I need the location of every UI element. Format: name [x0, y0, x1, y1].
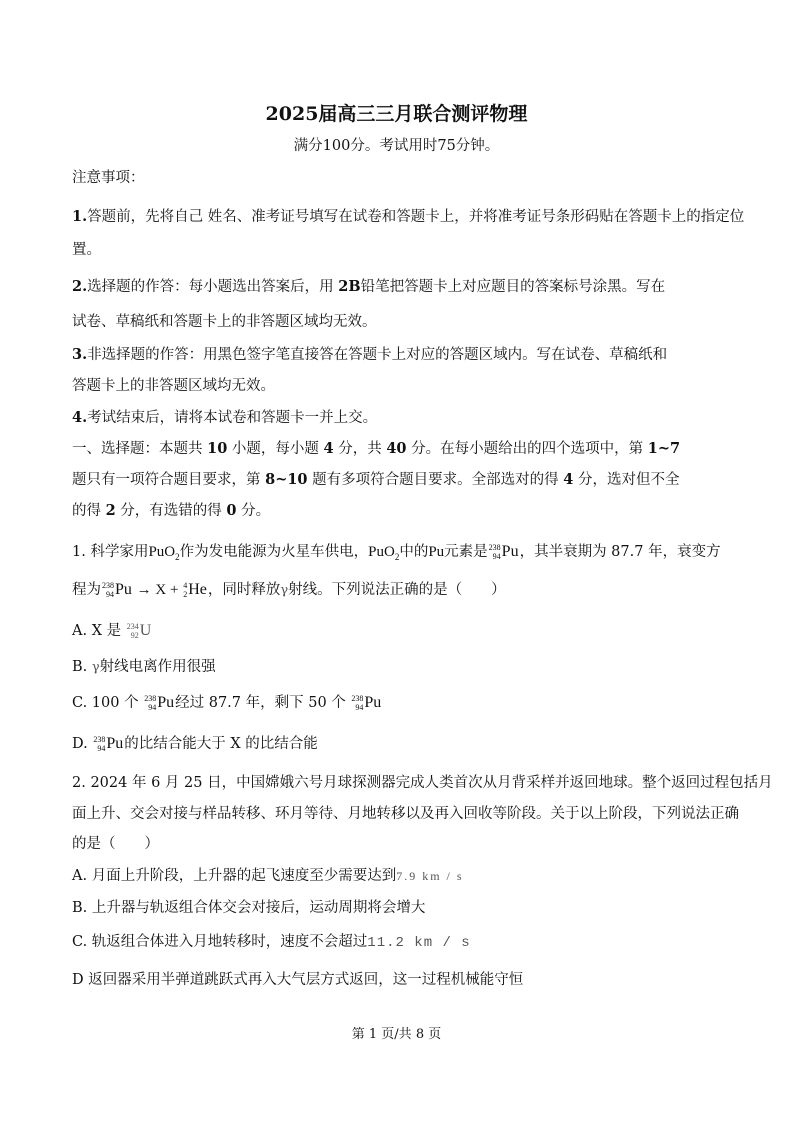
option-label: B. [72, 900, 92, 916]
question-2-line-3: 的是（ ） [72, 836, 159, 852]
question-2-option-a [72, 866, 724, 886]
section-1-line-2 [72, 470, 724, 490]
section-1-count: 10 [207, 440, 228, 457]
section-1-line-1 [72, 439, 724, 459]
section-1-line-3 [72, 501, 724, 521]
formula-pu: Pu [428, 544, 445, 560]
note-2-text-b: 铅笔把答题卡上对应题目的答案标号涂黑。写在 [360, 279, 666, 295]
element-symbol: Pu [157, 694, 175, 711]
section-1-points: 4 [563, 471, 574, 488]
isotope-pu238 [489, 542, 519, 562]
speed-value: 7.9 km / s [396, 869, 464, 883]
option-label: C. [72, 695, 92, 711]
section-1-text: 分，有选错的得 [115, 503, 227, 519]
option-text: 射线电离作用很强 [99, 659, 216, 675]
question-2-option-b [72, 898, 724, 918]
section-1-text: 一、选择题：本题共 [72, 441, 208, 457]
atomic-number: 92 [130, 631, 139, 640]
note-3-text: 非选择题的作答：用黑色签字笔直接答在答题卡上对应的答题区域内。写在试卷、草稿纸和 [87, 347, 668, 363]
option-label: A. [72, 868, 92, 884]
option-text: 上升器与轨返组合体交会对接后，运动周期将会增大 [91, 900, 426, 916]
note-3-line-1 [72, 345, 724, 365]
option-label: D. [72, 736, 93, 752]
option-text: X 是 [91, 623, 126, 639]
note-1-line-2: 置。 [72, 242, 101, 258]
question-2-option-c [72, 932, 724, 953]
reaction-arrow: → X + [132, 582, 183, 598]
formula-puo2 [148, 544, 179, 560]
isotope-pu238 [144, 693, 174, 713]
mass-number: 4 [183, 581, 188, 590]
question-1-option-b [72, 657, 724, 678]
option-text: 100 个 [91, 695, 144, 711]
section-1-range: 8~10 [265, 471, 308, 488]
note-4-line [72, 408, 724, 428]
note-1-line-1 [72, 207, 745, 227]
note-4-number: 4. [72, 409, 88, 426]
formula-sub: 2 [394, 552, 400, 562]
option-text: 轨返组合体进入月地转移时，速度不会超过 [91, 934, 368, 950]
page-number: 第 1 页/共 8 页 [351, 1027, 442, 1042]
element-symbol: Pu [501, 543, 519, 560]
element-symbol: Pu [364, 694, 382, 711]
question-text: 中的 [399, 544, 429, 560]
atomic-number: 94 [148, 703, 157, 712]
element-symbol: U [139, 622, 152, 639]
question-text: 元素是 [444, 544, 488, 560]
atomic-number: 94 [97, 744, 106, 753]
isotope-he4 [183, 580, 207, 600]
isotope-u234 [127, 621, 152, 641]
note-1-text: 答题前，先将自己 姓名、准考证号填写在试卷和答题卡上，并将准考证号条形码贴在答题卡上的指定位 [87, 209, 745, 225]
note-2-pencil: 2B [338, 278, 361, 295]
isotope-pu238 [351, 693, 381, 713]
option-label: A. [72, 623, 92, 639]
section-1-range: 1~7 [647, 440, 681, 457]
element-symbol: Pu [106, 735, 124, 752]
section-1-text: 的得 [72, 503, 106, 519]
section-1-points: 2 [105, 502, 116, 519]
question-1-line-1 [72, 542, 724, 567]
question-2-option-d [72, 970, 724, 990]
section-1-total: 40 [386, 440, 407, 457]
section-1-text: 题只有一项符合题目要求，第 [72, 472, 266, 488]
option-label: D [72, 972, 89, 988]
section-1-text: 分。 [236, 503, 271, 519]
question-1-number: 1. [72, 544, 91, 560]
exam-subtitle: 满分100分。考试用时75分钟。 [293, 138, 500, 154]
formula-puo2 [368, 544, 399, 560]
atomic-number: 94 [492, 552, 501, 561]
mass-number: 238 [488, 543, 501, 552]
option-label: B. [72, 659, 92, 675]
section-1-text: 分，共 [333, 441, 387, 457]
question-1-option-a [72, 621, 724, 641]
exam-title: 2025届高三三月联合测评物理 [265, 103, 528, 125]
question-text: 程为 [72, 582, 101, 598]
option-text: 月面上升阶段，上升器的起飞速度至少需要达到 [91, 868, 397, 884]
option-text: 经过 87.7 年，剩下 50 个 [175, 695, 351, 711]
formula-text: PuO [368, 544, 395, 560]
question-text: ，其半衰期为 87.7 年，衰变方 [519, 544, 721, 560]
section-1-text: 分。在每小题给出的四个选项中，第 [406, 441, 648, 457]
option-label: C. [72, 934, 92, 950]
question-text: 射线。下列说法正确的是（ ） [288, 582, 506, 598]
mass-number: 234 [126, 622, 139, 631]
mass-number: 238 [93, 735, 106, 744]
speed-value: 11.2 km / s [367, 935, 471, 951]
option-text: 返回器采用半弹道跳跃式再入大气层方式返回，这一过程机械能守恒 [88, 972, 524, 988]
formula-text: PuO [148, 544, 176, 560]
question-1-line-2 [72, 580, 724, 601]
atomic-number: 2 [183, 590, 188, 599]
section-1-points: 0 [226, 502, 237, 519]
gamma-symbol: γ [91, 660, 100, 675]
note-4-text: 考试结束后，请将本试卷和答题卡一并上交。 [87, 410, 378, 426]
atomic-number: 94 [355, 703, 364, 712]
question-text: 科学家用 [90, 544, 149, 560]
mass-number: 238 [351, 694, 364, 703]
notes-heading: 注意事项： [72, 170, 145, 186]
note-2-text-a: 选择题的作答：每小题选出答案后，用 [87, 279, 339, 295]
note-2-line-2: 试卷、草稿纸和答题卡上的非答题区域均无效。 [72, 314, 377, 330]
element-symbol: He [188, 581, 207, 598]
question-2-line-2: 面上升、交会对接与样品转移、环月等待、月地转移以及再入回收等阶段。关于以上阶段，下列说法正确 [72, 806, 739, 822]
isotope-pu238 [102, 580, 132, 600]
question-1-option-d [72, 734, 724, 754]
question-text: ，同时释放 [207, 582, 281, 598]
note-3-number: 3. [72, 346, 88, 363]
atomic-number: 94 [106, 590, 114, 599]
formula-sub: 2 [175, 552, 180, 562]
note-1-number: 1. [72, 208, 88, 225]
gamma-symbol: γ [280, 583, 289, 598]
question-1-option-c [72, 693, 724, 713]
section-1-text: 小题，每小题 [227, 441, 324, 457]
note-3-line-2: 答题卡上的非答题区域均无效。 [72, 378, 275, 394]
question-2-line-1: 2. 2024 年 6 月 25 日，中国嫦娥六号月球探测器完成人类首次从月背采样并返回地球。整个返回过程包括月 [72, 775, 773, 791]
note-2-line-1 [72, 277, 724, 297]
mass-number: 238 [144, 694, 157, 703]
section-1-text: 分，选对但不全 [573, 472, 680, 488]
isotope-pu238 [93, 734, 123, 754]
section-1-text: 题有多项符合题目要求。全部选对的得 [307, 472, 564, 488]
section-1-points: 4 [323, 440, 334, 457]
note-2-number: 2. [72, 278, 88, 295]
option-text: 的比结合能大于 X 的比结合能 [124, 736, 318, 752]
question-text: 作为发电能源为火星车供电， [179, 544, 369, 560]
mass-number: 238 [102, 581, 114, 590]
element-symbol: Pu [115, 581, 132, 598]
